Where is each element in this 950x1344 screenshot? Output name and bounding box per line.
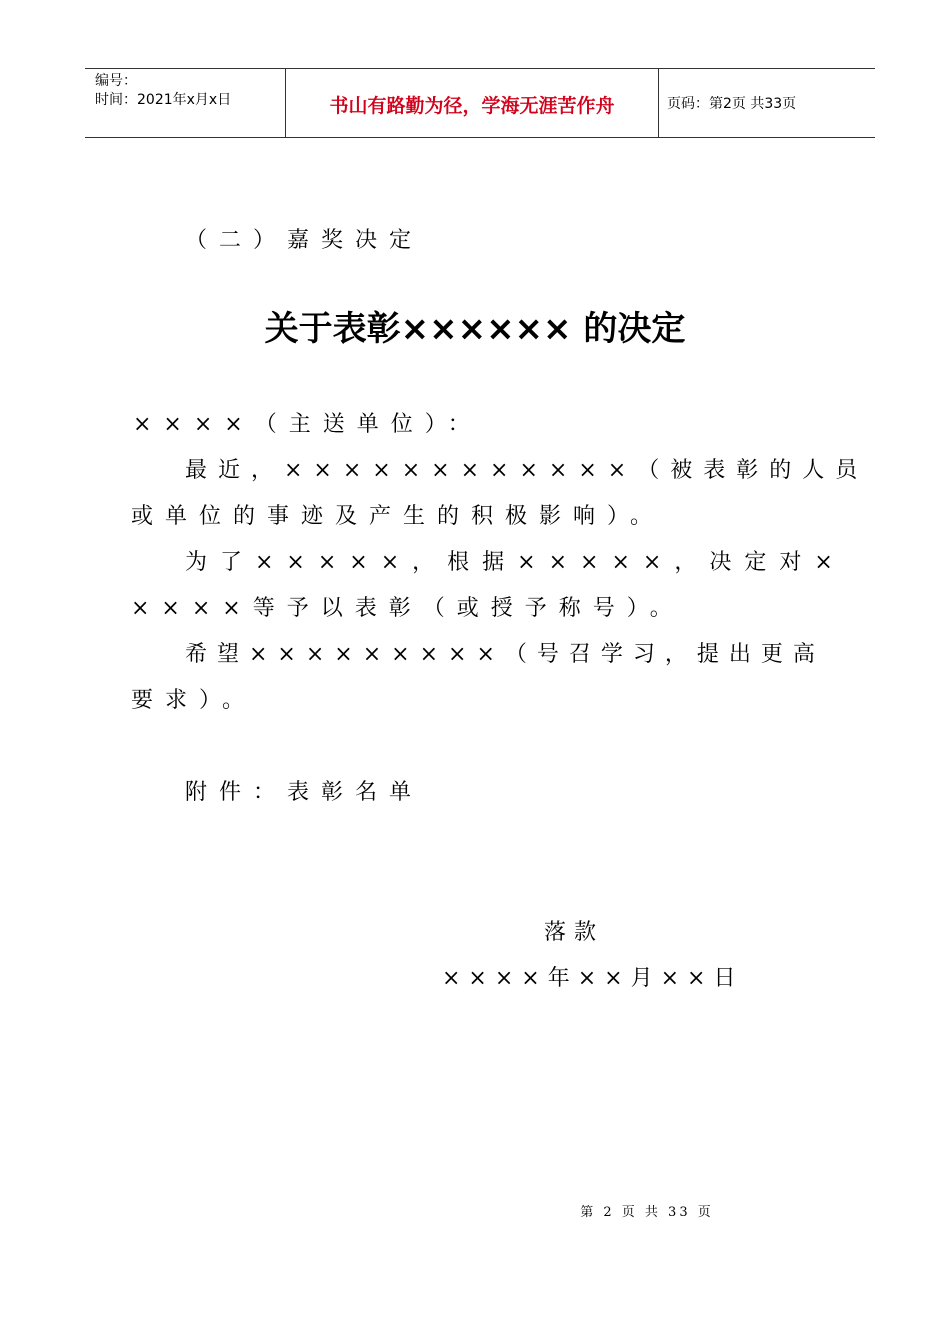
header-page-cell [659,69,875,137]
header-info-cell [85,69,286,137]
body-paragraph-3-line-2: 要求）。 [131,688,257,713]
document-number-label: 编号： [95,73,137,89]
body-paragraph-1-line-2: 或单位的事迹及产生的积极影响）。 [131,504,665,529]
header-motto: 书山有路勤为径，学海无涯苦作舟 [329,95,615,117]
signature-date: ××××年××月××日 [442,966,744,991]
header-motto-cell [286,69,659,137]
page-header [85,68,875,138]
salutation: ××××（主送单位）： [133,412,482,437]
section-heading: （二）嘉奖决定 [185,228,424,253]
document-time-label: 时间：2021年x月x日 [95,92,232,108]
body-paragraph-2-line-1: 为了×××××，根据×××××，决定对× [185,550,846,575]
document-title: 关于表彰×××××× 的决定 [264,309,686,349]
header-page-number: 页码：第2页 共33页 [667,96,797,112]
page-footer: 第 2 页 共 33 页 [580,1205,714,1220]
body-paragraph-1-line-1: 最近，××××××××××××（被表彰的人员 [185,458,869,483]
attachment-note: 附件：表彰名单 [185,780,424,805]
body-paragraph-2-line-2: ××××等予以表彰（或授予称号）。 [131,596,684,621]
body-paragraph-3-line-1: 希望×××××××××（号召学习，提出更高 [185,642,825,667]
signature-label: 落款 [544,920,605,945]
